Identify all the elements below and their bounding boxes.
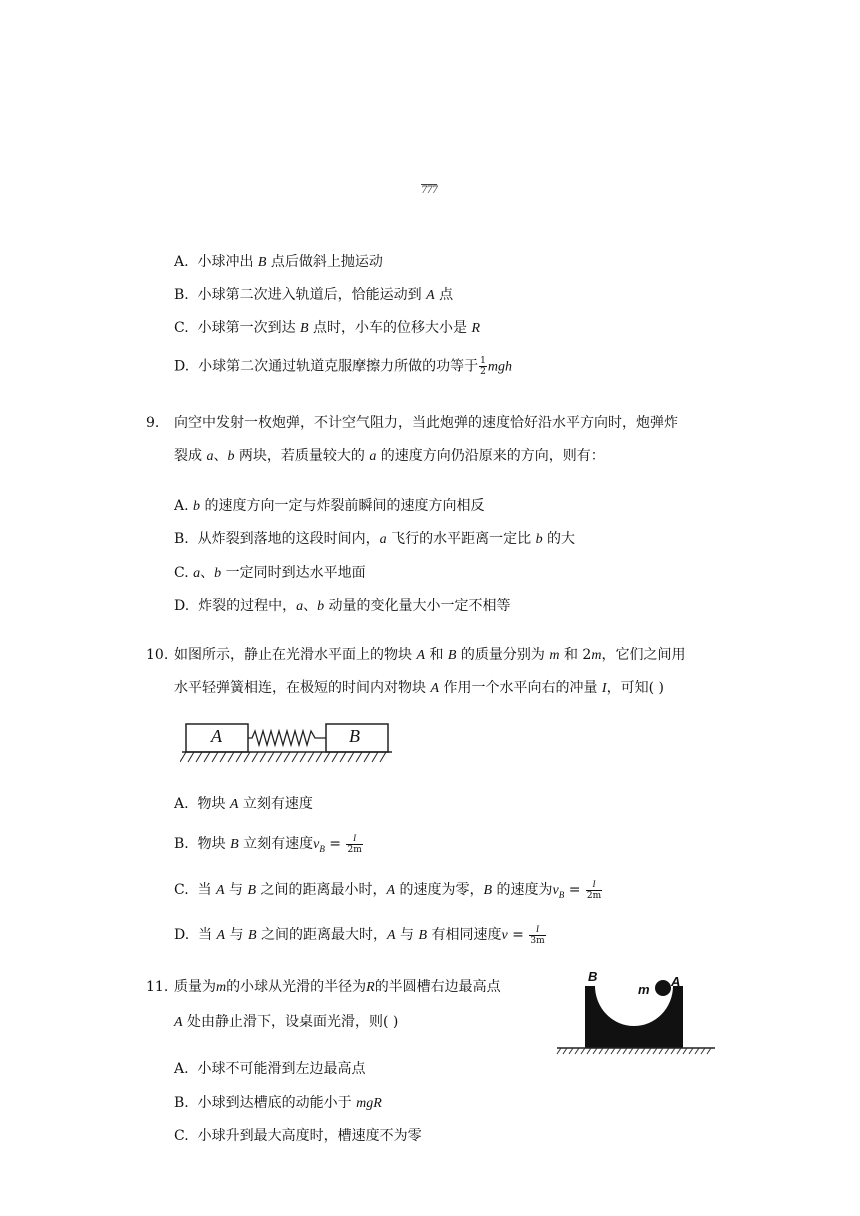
q11-stem-line1: 质量为m的小球从光滑的半径为R的半圆槽右边最高点 [174,979,501,995]
q10-option-a: A. 物块 A 立刻有速度 [174,796,313,812]
groove-label-m: m [638,982,650,997]
q10-option-c: C. 当 A 与 B 之间的距离最小时，A 的速度为零，B 的速度为$v_B$ = $\frac{I}{2m}$ [174,879,602,901]
q11-option-b: B. 小球到达槽底的动能小于 mgR [174,1095,382,1111]
q10-option-d: D. 当 A 与 B 之间的距离最大时，A 与 B 有相同速度v = $\frac{I}{3m}$ [174,924,545,946]
q11-number: 11. [146,979,169,995]
q8-option-a: A. 小球冲出 B 点后做斜上抛运动 [174,254,383,270]
table-hatch [557,1048,711,1054]
q11-option-c: C. 小球升到最大高度时，槽速度不为零 [174,1128,422,1144]
q9-option-b: B. 从炸裂到落地的这段时间内，a 飞行的水平距离一定比 b 的大 [174,531,576,547]
q8-option-c: C. 小球第一次到达 B 点时，小车的位移大小是 R [174,320,481,336]
q11-stem-line2: A 处由静止滑下，设桌面光滑，则( ) [174,1014,399,1030]
q10-option-b: B. 物块 B 立刻有速度$v_B$ = $\frac{I}{2m}$ [174,833,362,855]
q9-option-c: C. a、b 一定同时到达水平地面 [174,565,366,581]
groove-block [585,986,683,1048]
q9-stem-line2: 裂成 a、b 两块，若质量较大的 a 的速度方向仍沿原来的方向，则有： [174,448,605,464]
ground-hatch [180,752,386,762]
q11-option-a: A. 小球不可能滑到左边最高点 [174,1061,366,1077]
q9-number: 9. [146,415,160,431]
block-a-label: A [211,726,222,746]
block-b-label: B [349,726,360,746]
q8-option-b: B. 小球第二次进入轨道后，恰能运动到 A 点 [174,287,454,303]
groove-label-a: A [671,974,681,989]
ball [655,980,671,996]
fraction-one-half: $\frac{1}{2}$ [480,356,486,377]
q9-stem-line1: 向空中发射一枚炮弹，不计空气阻力，当此炮弹的速度恰好沿水平方向时，炮弹炸 [174,415,678,431]
q10-number: 10. [146,647,169,663]
groove-label-b: B [588,969,598,984]
spring [248,731,326,745]
q9-option-d: D. 炸裂的过程中，a、b 动量的变化量大小一定不相等 [174,598,511,614]
semicircle-groove-figure [555,972,717,1058]
ground-mark-fragment: 777 [421,185,438,196]
q9-option-a: A. b 的速度方向一定与炸裂前瞬间的速度方向相反 [174,498,485,514]
q10-stem-line1: 如图所示，静止在光滑水平面上的物块 A 和 B 的质量分别为 m 和 2m，它们之间用 [174,647,686,663]
q10-stem-line2: 水平轻弹簧相连，在极短的时间内对物块 A 作用一个水平向右的冲量 I，可知( ) [174,680,664,696]
q8-option-d: D. 小球第二次通过轨道克服摩擦力所做的功等于 $\frac{1}{2}$ mgh [174,356,512,377]
